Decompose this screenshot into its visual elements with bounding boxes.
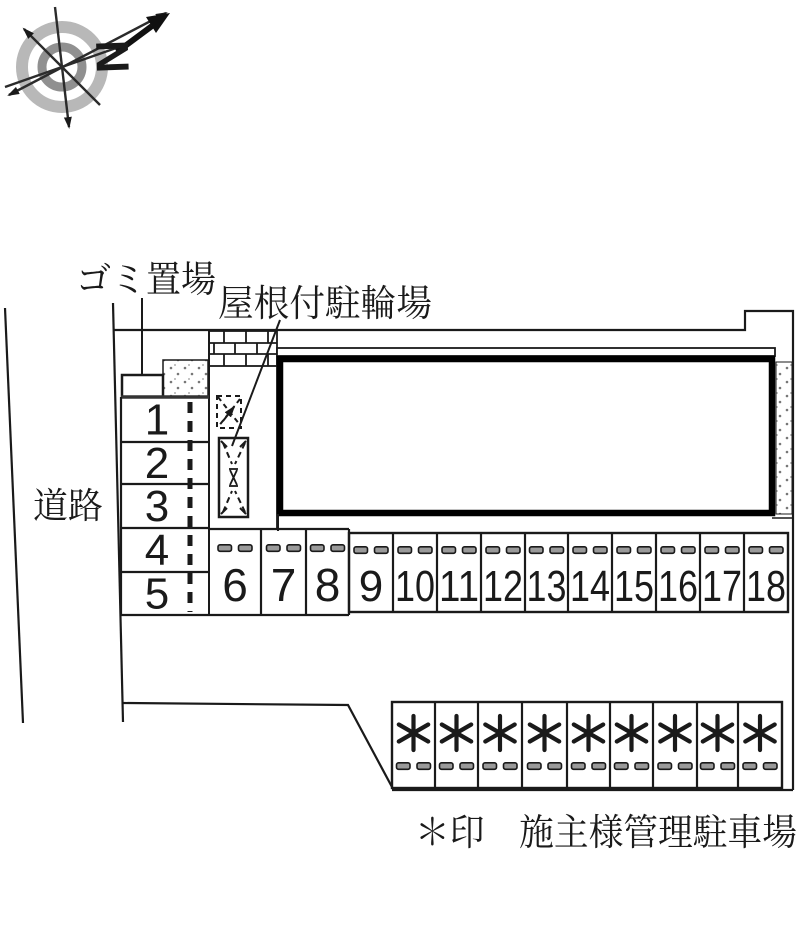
stipple-patch-left <box>163 360 208 397</box>
wheel-stop <box>721 763 735 770</box>
wheel-stop <box>635 763 649 770</box>
space-number: 11 <box>439 562 479 611</box>
space-number: 13 <box>526 562 567 611</box>
wheel-stop <box>397 763 411 770</box>
wheel-stop <box>442 547 456 554</box>
space-number: 2 <box>144 439 170 488</box>
space-number: 8 <box>314 559 341 611</box>
wheel-stop <box>507 547 521 554</box>
wheel-stop <box>483 763 497 770</box>
wheel-stop <box>486 547 500 554</box>
stipple-strip-right <box>776 362 792 514</box>
wheel-stop <box>726 547 740 554</box>
wheel-stop <box>592 763 606 770</box>
wheel-stop <box>463 547 477 554</box>
wheel-stop <box>419 547 433 554</box>
wheel-stop <box>682 547 696 554</box>
wheel-stop <box>239 545 253 552</box>
wheel-stop <box>701 763 715 770</box>
wheel-stop <box>573 547 587 554</box>
space-number: 9 <box>358 562 384 611</box>
wheel-stop <box>679 763 693 770</box>
space-number: 16 <box>658 562 698 611</box>
garbage-box <box>122 375 163 397</box>
wheel-stop <box>287 545 301 552</box>
wheel-stop <box>705 547 719 554</box>
wheel-stop <box>354 547 368 554</box>
bicycle-shed-label: 屋根付駐輪場 <box>218 283 432 324</box>
wheel-stop <box>375 547 389 554</box>
wheel-stop <box>440 763 454 770</box>
wheel-stop <box>550 547 564 554</box>
space-number: 18 <box>746 562 786 611</box>
managed-caption: ＊印 施主様管理駐車場 <box>415 812 797 853</box>
wheel-stop <box>743 763 757 770</box>
wheel-stop <box>331 545 345 552</box>
building-outline <box>280 359 772 513</box>
space-number: 3 <box>144 482 170 531</box>
space-number: 5 <box>144 569 170 619</box>
space-number: 15 <box>614 562 654 611</box>
wheel-stop <box>615 763 629 770</box>
wheel-stop <box>617 547 631 554</box>
space-number: 1 <box>144 395 170 445</box>
north-label: N <box>86 39 140 75</box>
wheel-stop <box>218 545 232 552</box>
wheel-stop <box>398 547 412 554</box>
space-number: 6 <box>222 559 248 611</box>
wheel-stop <box>638 547 652 554</box>
wheel-stop <box>770 547 784 554</box>
space-number: 17 <box>702 562 742 611</box>
space-number: 10 <box>395 562 435 611</box>
wheel-stop <box>504 763 518 770</box>
wheel-stop <box>267 545 281 552</box>
wheel-stop <box>417 763 431 770</box>
wheel-stop <box>530 547 544 554</box>
wheel-stop <box>311 545 325 552</box>
wheel-stop <box>749 547 763 554</box>
wheel-stop <box>764 763 778 770</box>
wheel-stop <box>460 763 474 770</box>
wheel-stop <box>594 547 608 554</box>
wheel-stop <box>572 763 586 770</box>
building-eave-strip <box>277 348 775 356</box>
space-number: 12 <box>483 562 523 611</box>
road-label: 道路 <box>33 485 103 526</box>
wheel-stop <box>528 763 542 770</box>
wheel-stop <box>658 763 672 770</box>
wheel-stop <box>548 763 562 770</box>
space-number: 7 <box>270 559 297 611</box>
garbage-area-label: ゴミ置場 <box>76 259 216 300</box>
wheel-stop <box>661 547 675 554</box>
space-number: 4 <box>144 526 170 575</box>
space-number: 14 <box>570 562 610 611</box>
